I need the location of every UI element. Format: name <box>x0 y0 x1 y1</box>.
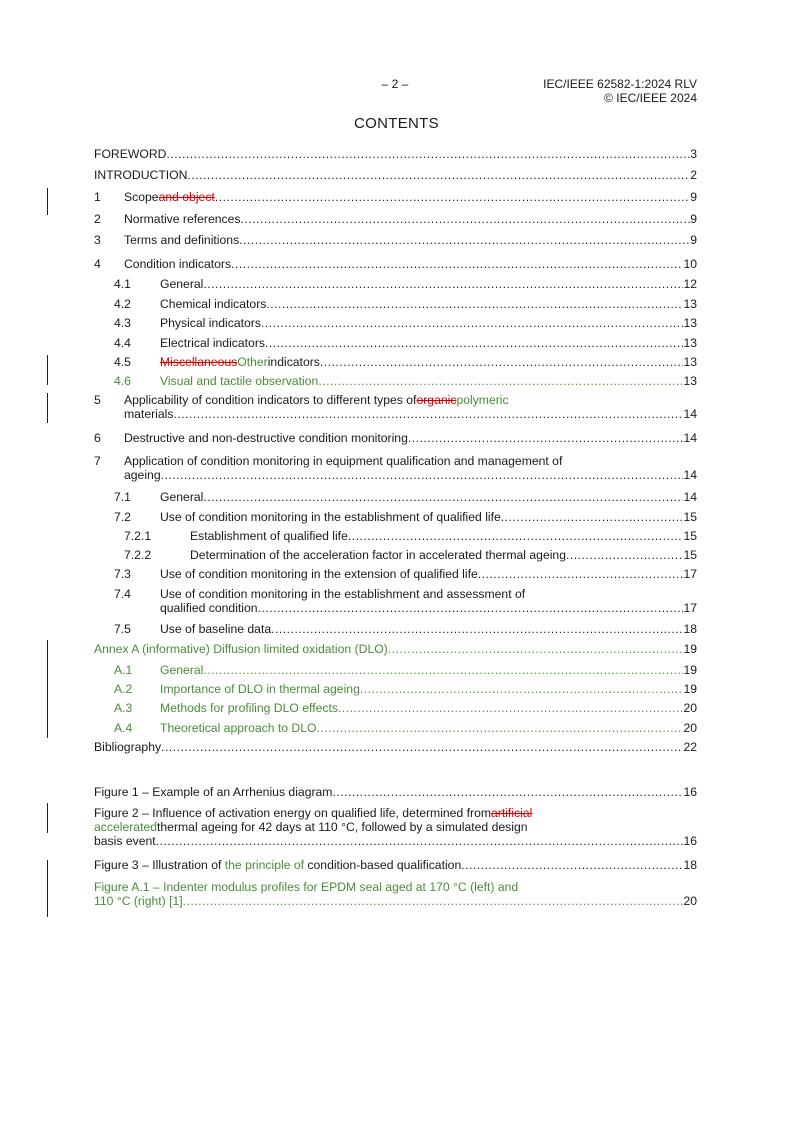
toc-entry-text: General <box>160 663 204 677</box>
toc-page-number: 3 <box>690 147 697 161</box>
deleted-text: and object <box>158 190 215 204</box>
toc-entry-number: 4 <box>94 257 101 271</box>
toc-page-number: 19 <box>683 642 697 656</box>
page-number: – 2 – <box>381 77 409 91</box>
toc-entry-6[interactable] <box>94 431 697 445</box>
toc-page-number: 14 <box>683 468 697 482</box>
toc-entry-text-continued: qualified condition <box>160 601 258 615</box>
figure-entry-text-continued: thermal ageing for 42 days at 110 °C, followed by a simulated design <box>157 820 528 834</box>
toc-page-number: 10 <box>683 257 697 271</box>
toc-entry-text: FOREWORD <box>94 147 167 161</box>
figure-entry-text-continued: condition-based qualification <box>304 858 462 872</box>
toc-entry-number: 5 <box>94 393 101 407</box>
toc-entry-text: Terms and definitions <box>124 233 240 247</box>
toc-page-number: 15 <box>683 548 697 562</box>
toc-entry-text: Establishment of qualified life <box>190 529 348 543</box>
toc-entry-a-4[interactable] <box>114 721 697 735</box>
toc-entry-3[interactable] <box>94 233 697 247</box>
toc-entry-text: Use of condition monitoring in the establishment of qualified life <box>160 510 501 524</box>
toc-entry-text: Destructive and non-destructive condition monitoring <box>124 431 408 445</box>
toc-entry-number: 4.2 <box>114 297 131 311</box>
toc-entry-foreword[interactable] <box>94 147 697 161</box>
toc-entry-4[interactable] <box>94 257 697 271</box>
change-bar <box>47 355 48 385</box>
toc-entry-number: 2 <box>94 212 101 226</box>
toc-page-number: 20 <box>683 721 697 735</box>
figure-entry-2[interactable] <box>94 806 697 848</box>
document-header <box>543 77 697 105</box>
figure-page-number: 16 <box>683 834 697 848</box>
toc-entry-text: Annex A (informative) Diffusion limited oxidation (DLO) <box>94 642 388 656</box>
toc-entry-5[interactable] <box>94 393 697 421</box>
toc-page-number: 22 <box>683 740 697 754</box>
deleted-text: artificial <box>491 806 533 820</box>
figure-entry-3[interactable] <box>94 858 697 872</box>
toc-entry-text: Condition indicators <box>124 257 232 271</box>
toc-page-number: 14 <box>683 407 697 421</box>
toc-entry-4-5[interactable] <box>114 355 697 369</box>
toc-page-number: 19 <box>683 682 697 696</box>
toc-entry-4-3[interactable] <box>114 316 697 330</box>
figure-entry-text: Figure 1 – Example of an Arrhenius diagram <box>94 785 333 799</box>
figure-page-number: 18 <box>683 858 697 872</box>
toc-entry-number: 6 <box>94 431 101 445</box>
toc-entry-7-2[interactable] <box>114 510 697 524</box>
toc-entry-2[interactable] <box>94 212 697 226</box>
change-bar <box>47 803 48 833</box>
toc-entry-7-1[interactable] <box>114 490 697 504</box>
figure-entry-text: Figure 3 – Illustration of <box>94 858 225 872</box>
toc-entry-number: A.4 <box>114 721 133 735</box>
toc-entry-number: 4.6 <box>114 374 131 388</box>
toc-entry-number: 4.1 <box>114 277 131 291</box>
toc-entry-bibliography[interactable] <box>94 740 697 754</box>
toc-page-number: 13 <box>683 374 697 388</box>
toc-page-number: 2 <box>690 168 697 182</box>
toc-entry-4-1[interactable] <box>114 277 697 291</box>
toc-page-number: 13 <box>683 316 697 330</box>
figure-entry-1[interactable] <box>94 785 697 799</box>
toc-entry-7-3[interactable] <box>114 567 697 581</box>
toc-entry-text: General <box>160 490 204 504</box>
change-bar <box>47 640 48 738</box>
toc-entry-a-1[interactable] <box>114 663 697 677</box>
toc-entry-text: Visual and tactile observation <box>160 374 319 388</box>
figure-entry-text-continued: basis event <box>94 834 156 848</box>
toc-page-number: 14 <box>683 490 697 504</box>
figure-entry-a-1[interactable] <box>94 880 697 908</box>
toc-entry-4-6[interactable] <box>114 374 697 388</box>
change-bar <box>47 188 48 215</box>
toc-entry-a-3[interactable] <box>114 701 697 715</box>
toc-entry-number: 3 <box>94 233 101 247</box>
toc-entry-text-continued: ageing <box>124 468 161 482</box>
toc-entry-7-5[interactable] <box>114 622 697 636</box>
toc-entry-number: A.3 <box>114 701 133 715</box>
toc-entry-number: 1 <box>94 190 101 204</box>
inserted-text: Other <box>237 355 268 369</box>
document-id: IEC/IEEE 62582-1:2024 RLV <box>543 77 697 91</box>
toc-entry-number: 7.2 <box>114 510 131 524</box>
toc-page-number: 15 <box>683 510 697 524</box>
toc-entry-number: 7.1 <box>114 490 131 504</box>
toc-entry-number: 7 <box>94 454 101 468</box>
inserted-text: polymeric <box>456 393 509 407</box>
toc-entry-text: Determination of the acceleration factor in accelerated thermal ageing <box>190 548 566 562</box>
toc-page-number: 19 <box>683 663 697 677</box>
toc-page-number: 13 <box>683 355 697 369</box>
toc-entry-7-4[interactable] <box>114 587 697 615</box>
figure-entry-text: Figure 2 – Influence of activation energy on qualified life, determined from <box>94 806 491 820</box>
toc-entry-1[interactable] <box>94 190 697 204</box>
toc-page-number: 13 <box>683 297 697 311</box>
toc-entry-a-2[interactable] <box>114 682 697 696</box>
toc-entry-number: A.2 <box>114 682 133 696</box>
toc-entry-4-2[interactable] <box>114 297 697 311</box>
toc-entry-text: General <box>160 277 204 291</box>
copyright: © IEC/IEEE 2024 <box>604 91 697 105</box>
toc-page-number: 13 <box>683 336 697 350</box>
toc-entry-number: 7.2.2 <box>124 548 152 562</box>
toc-entry-number: 4.4 <box>114 336 131 350</box>
toc-page-number: 9 <box>690 190 697 204</box>
toc-entry-text: Chemical indicators <box>160 297 267 311</box>
change-bar <box>47 393 48 423</box>
toc-entry-text-continued: materials <box>124 407 174 421</box>
toc-page-number: 20 <box>683 701 697 715</box>
toc-entry-4-4[interactable] <box>114 336 697 350</box>
toc-entry-text: Theoretical approach to DLO <box>160 721 317 735</box>
change-bar <box>47 860 48 917</box>
toc-entry-text: Use of baseline data <box>160 622 272 636</box>
toc-entry-annex-a[interactable] <box>94 642 697 656</box>
figure-entry-text: Figure A.1 – Indenter modulus profiles for EPDM seal aged at 170 °C (left) and <box>94 880 519 894</box>
figure-entry-text-continued: 110 °C (right) [1] <box>94 894 183 908</box>
figure-page-number: 16 <box>683 785 697 799</box>
toc-page-number: 9 <box>690 212 697 226</box>
toc-entry-number: 7.5 <box>114 622 131 636</box>
toc-entry-text: Scope <box>124 190 159 204</box>
figure-page-number: 20 <box>683 894 697 908</box>
toc-page-number: 17 <box>683 567 697 581</box>
toc-entry-text: Application of condition monitoring in equipment qualification and management of <box>124 454 563 468</box>
toc-page-number: 12 <box>683 277 697 291</box>
toc-entry-number: 7.2.1 <box>124 529 152 543</box>
toc-entry-number: 4.3 <box>114 316 131 330</box>
toc-page-number: 17 <box>683 601 697 615</box>
toc-entry-number: 4.5 <box>114 355 131 369</box>
toc-entry-7-2-2[interactable] <box>124 548 697 562</box>
toc-entry-7[interactable] <box>94 454 697 482</box>
toc-page-number: 9 <box>690 233 697 247</box>
toc-entry-number: 7.3 <box>114 567 131 581</box>
toc-entry-text: indicators <box>267 355 320 369</box>
toc-page-number: 14 <box>683 431 697 445</box>
contents-title: CONTENTS <box>354 115 439 132</box>
toc-entry-text: Importance of DLO in thermal ageing <box>160 682 360 696</box>
toc-entry-text: Physical indicators <box>160 316 261 330</box>
toc-entry-number: 7.4 <box>114 587 131 601</box>
deleted-text: organic <box>416 393 457 407</box>
toc-entry-text: Use of condition monitoring in the extension of qualified life <box>160 567 478 581</box>
toc-entry-text: Electrical indicators <box>160 336 265 350</box>
toc-page-number: 18 <box>683 622 697 636</box>
inserted-text: the principle of <box>224 858 305 872</box>
toc-entry-text: Bibliography <box>94 740 162 754</box>
toc-entry-text: Applicability of condition indicators to different types of <box>124 393 417 407</box>
toc-entry-introduction[interactable] <box>94 168 697 182</box>
toc-entry-text: Normative references <box>124 212 241 226</box>
toc-entry-text: Methods for profiling DLO effects <box>160 701 338 715</box>
toc-page-number: 15 <box>683 529 697 543</box>
toc-entry-number: A.1 <box>114 663 133 677</box>
toc-entry-7-2-1[interactable] <box>124 529 697 543</box>
inserted-text: accelerated <box>94 820 158 834</box>
toc-entry-text: Use of condition monitoring in the establishment and assessment of <box>160 587 526 601</box>
deleted-text: Miscellaneous <box>160 355 238 369</box>
toc-entry-text: INTRODUCTION <box>94 168 188 182</box>
